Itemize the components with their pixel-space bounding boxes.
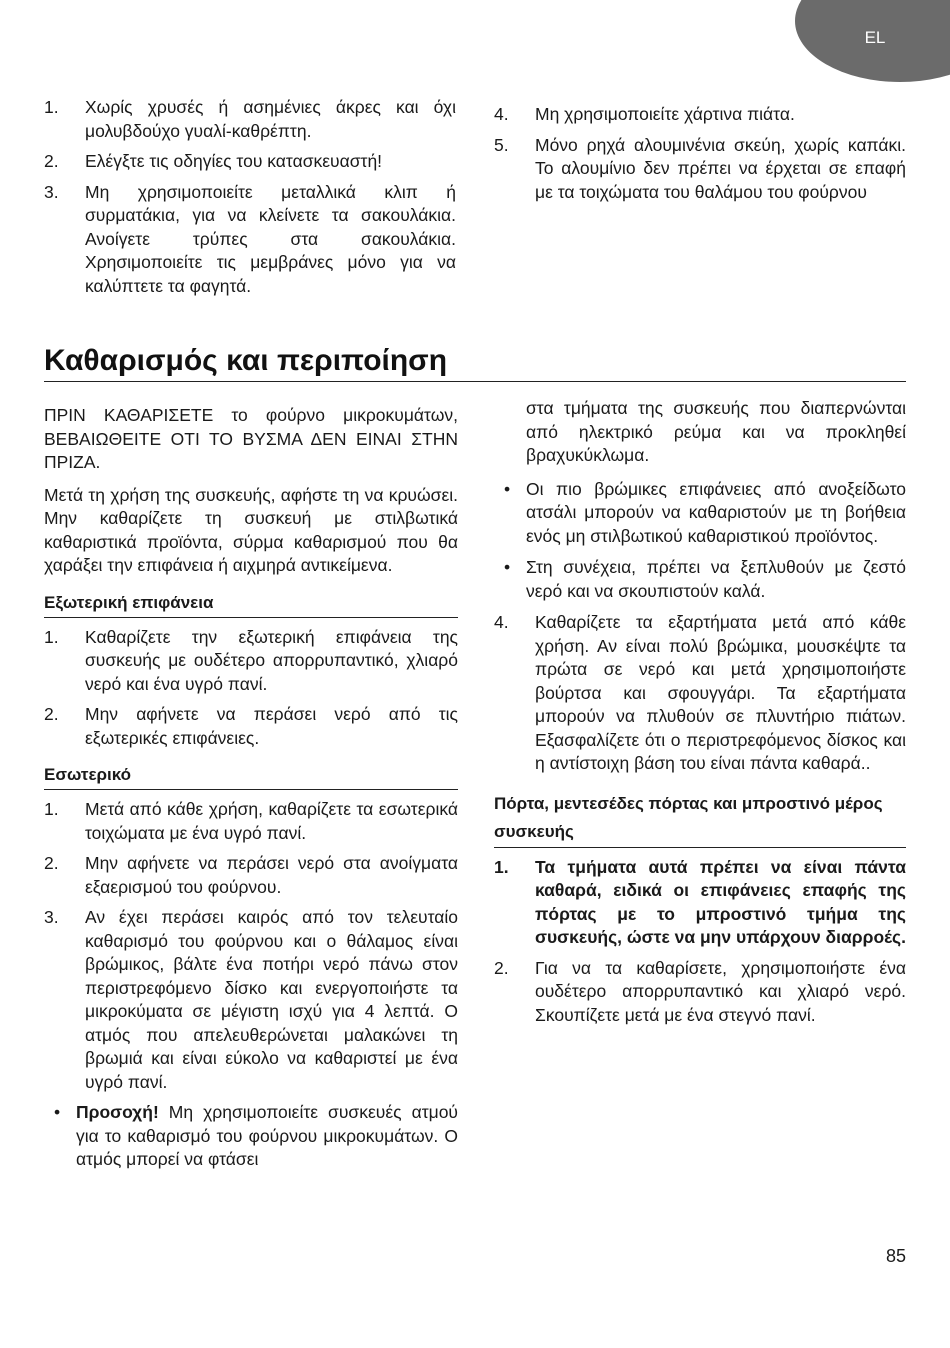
list-item (44, 798, 458, 845)
list-item (494, 103, 906, 127)
top-right-column (494, 103, 906, 211)
list-item (494, 611, 906, 776)
item-text: Τα τμήματα αυτά πρέπει να είναι πάντα καθαρά, ειδικά οι επιφάνειες επαφής της πόρτας με το μπροστινό τμήμα της συσκευής, ώστε να μην υπάρχουν διαρροές. (535, 856, 906, 947)
list-item (494, 556, 906, 603)
top-left-column (44, 96, 456, 305)
intro-warning: ΠΡΙΝ ΚΑΘΑΡΙΣΕΤΕ το φούρνο μικροκυμάτων, ΒΕΒΑΙΩΘΕΙΤΕ ΟΤΙ ΤΟ ΒΥΣΜΑ ΔΕΝ ΕΙΝΑΙ ΣΤΗΝ ΠΡΙΖΑ. (44, 405, 458, 472)
item-number: 1. (44, 97, 59, 117)
item-text: Οι πιο βρώμικες επιφάνειες από ανοξείδωτο ατσάλι μπορούν να καθαριστούν με τη βοήθεια ενός μη στιλβωτικού καθαριστικού προϊόντος. (526, 478, 906, 546)
item-text: Χωρίς χρυσές ή ασημένιες άκρες και όχι μολυβδούχο γυαλί-καθρέπτη. (85, 97, 456, 141)
item-text: Μετά από κάθε χρήση, καθαρίζετε τα εσωτερικά τοιχώματα με ένα υγρό πανί. (85, 799, 458, 843)
caution-continued: στα τμήματα της συσκευής που διαπερνώνται από ηλεκτρικό ρεύμα και να προκληθεί βραχυκύκλωμα. (526, 398, 906, 465)
exterior-heading: Εξωτερική επιφάνεια (44, 590, 458, 618)
list-item (44, 150, 456, 174)
caution-bullet (44, 1101, 458, 1172)
main-left-column (44, 404, 458, 1180)
caution-label: Προσοχή! (76, 1102, 159, 1122)
bullet-icon: • (54, 1102, 61, 1122)
page-number: 85 (885, 1246, 906, 1266)
item-text: Μην αφήνετε να περάσει νερό από τις εξωτερικές επιφάνειες. (85, 704, 458, 748)
list-item (494, 134, 906, 205)
item-text: Ελέγξτε τις οδηγίες του κατασκευαστή! (85, 151, 383, 171)
interior-heading: Εσωτερικό (44, 762, 458, 790)
item-text: Στη συνέχεια, πρέπει να ξεπλυθούν με ζεστό νερό και να σκουπιστούν καλά. (526, 557, 906, 601)
list-item (494, 856, 906, 950)
list-item (44, 906, 458, 1094)
main-right-column (494, 397, 906, 1034)
item-text: Μη χρησιμοποιείτε χάρτινα πιάτα. (535, 104, 795, 124)
list-item (44, 703, 458, 750)
item-number: 2. (494, 957, 509, 978)
list-item (494, 478, 906, 549)
item-number: 1. (44, 626, 59, 647)
section-title: Καθαρισμός και περιποίηση (44, 343, 906, 382)
list-item (44, 96, 456, 143)
item-text: Για να τα καθαρίσετε, χρησιμοποιήστε ένα ουδέτερο απορρυπαντικό και χλιαρό νερό. Σκουπίζετε μετά με ένα στεγνό πανί. (535, 957, 906, 1025)
item-text: Μόνο ρηχά αλουμινένια σκεύη, χωρίς καπάκι. Το αλουμίνιο δεν πρέπει να έρχεται σε επαφή με τα τοιχώματα του θαλάμου του φούρνου (535, 134, 906, 202)
item-number: 3. (44, 181, 59, 202)
list-item (494, 957, 906, 1028)
list-item (44, 181, 456, 299)
item-text: Μη χρησιμοποιείτε μεταλλικά κλιπ ή συρματάκια, για να κλείνετε τα σακουλάκια. Ανοίγετε τρύπες στα σακουλάκια. Χρησιμοποιείτε τις μεμβράνες μόνο για να καλύπτετε τα φαγητά. (85, 181, 456, 296)
caution-text: Μη χρησιμοποιείτε συσκευές ατμού για το καθαρισμό του φούρνου μικροκυμάτων. Ο ατμός μπορεί να φτάσει (76, 1102, 458, 1169)
item-number: 3. (44, 907, 59, 927)
intro-text: Μετά τη χρήση της συσκευής, αφήστε τη να κρυώσει. Μην καθαρίζετε τη συσκευή με στιλβωτικά καθαριστικά προϊόντα, σύρμα καθαρισμού που θα χαράξει την επιφάνεια ή αιχμηρά αντικείμενα. (44, 484, 458, 575)
list-item (44, 852, 458, 899)
list-item (44, 626, 458, 697)
item-number: 2. (44, 151, 59, 171)
item-text: Καθαρίζετε την εξωτερική επιφάνεια της συσκευής με ουδέτερο απορρυπαντικό, χλιαρό νερό και ένα υγρό πανί. (85, 626, 458, 694)
item-text: Καθαρίζετε τα εξαρτήματα μετά από κάθε χρήση. Αν είναι πολύ βρώμικα, μουσκέψτε τα πρώτα σε νερό και μετά χρησιμοποιήστε βούρτσα και σφουγγάρι. Τα εξαρτήματα μπορούν να πλυθούν σε πλυντήριο πιάτων. Εξασφαλίζετε ότι ο περιστρεφόμενος δίσκος και η αντίστοιχη βάση του είναι πάντα καθαρά.. (535, 612, 906, 773)
item-number: 4. (494, 612, 509, 632)
language-label: EL (864, 28, 886, 47)
item-number: 2. (44, 853, 59, 873)
bullet-icon: • (504, 478, 511, 499)
item-text: Μην αφήνετε να περάσει νερό στα ανοίγματα εξαερισμού του φούρνου. (85, 853, 458, 897)
item-text: Αν έχει περάσει καιρός από τον τελευταίο καθαρισμό του φούρνου και ο θάλαμος είναι βρώμικος, βάλτε ένα ποτήρι νερό πάνω στον περιστρεφόμενο δίσκο και ενεργοποιήστε τα μικροκύματα σε μέγιστη ισχύ για 4 λεπτά. Ο ατμός που απελευθερώνεται μαλακώνει τη βρωμιά και είναι εύκολο να καθαριστεί με ένα υγρό πανί. (85, 907, 458, 1092)
item-number: 1. (494, 856, 509, 877)
bullet-icon: • (504, 557, 511, 577)
item-number: 5. (494, 134, 509, 155)
item-number: 4. (494, 104, 509, 124)
door-heading: Πόρτα, μεντεσέδες πόρτας και μπροστινό μέρος συσκευής (494, 790, 906, 848)
item-number: 2. (44, 704, 59, 724)
item-number: 1. (44, 799, 59, 819)
